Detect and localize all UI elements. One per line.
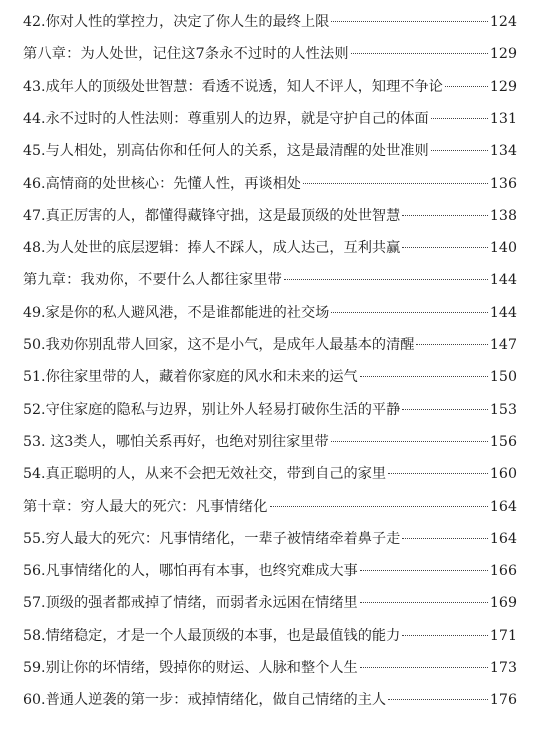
page-number: 169 <box>489 595 517 612</box>
dot-leader <box>331 21 488 22</box>
dot-leader <box>431 150 488 151</box>
page-number: 153 <box>489 401 517 418</box>
entry-title: 54.真正聪明的人，从来不会把无效社交，带到自己的家里 <box>23 466 387 483</box>
entry-title: 60.普通人逆袭的第一步：戒掉情绪化，做自己情绪的主人 <box>23 692 387 709</box>
entry-title: 46.高情商的处世核心：先懂人性，再谈相处 <box>23 175 301 192</box>
toc-section-entry[interactable] <box>23 301 517 325</box>
toc-section-entry[interactable] <box>23 10 517 34</box>
page-number: 129 <box>489 46 517 63</box>
entry-title: 55.穷人最大的死穴：凡事情绪化，一辈子被情绪牵着鼻子走 <box>23 530 401 547</box>
entry-title: 52.守住家庭的隐私与边界，别让外人轻易打破你生活的平静 <box>23 401 401 418</box>
entry-title: 49.家是你的私人避风港，不是谁都能进的社交场 <box>23 304 330 321</box>
entry-title: 58.情绪稳定，才是一个人最顶级的本事，也是最值钱的能力 <box>23 627 401 644</box>
page-number: 173 <box>489 660 517 676</box>
toc-section-entry[interactable] <box>23 527 517 551</box>
page-number: 144 <box>489 272 517 289</box>
dot-leader <box>402 247 488 248</box>
entry-title: 42.你对人性的掌控力，决定了你人生的最终上限 <box>23 14 330 30</box>
dot-leader <box>351 53 488 54</box>
entry-title: 43.成年人的顶级处世智慧：看透不说透，知人不评人，知理不争论 <box>23 78 443 95</box>
page-number: 166 <box>489 563 517 580</box>
dot-leader <box>431 118 488 119</box>
toc-section-entry[interactable] <box>23 172 517 196</box>
toc-section-entry[interactable] <box>23 236 517 260</box>
dot-leader <box>270 506 488 507</box>
dot-leader <box>402 635 488 636</box>
page-number: 138 <box>489 207 517 224</box>
toc-chapter-entry[interactable] <box>23 268 517 292</box>
entry-title: 第九章：我劝你，不要什么人都往家里带 <box>23 272 282 289</box>
page-number: 134 <box>489 143 517 160</box>
dot-leader <box>303 183 488 184</box>
toc-chapter-entry[interactable] <box>23 42 517 66</box>
toc-section-entry[interactable] <box>23 624 517 648</box>
toc-section-entry[interactable] <box>23 398 517 422</box>
entry-title: 53. 这3类人，哪怕关系再好，也绝对别往家里带 <box>23 433 329 450</box>
page-number: 171 <box>489 627 517 644</box>
page-number: 140 <box>489 240 517 257</box>
dot-leader <box>360 376 488 377</box>
page-number: 129 <box>489 78 517 95</box>
page-number: 164 <box>489 498 517 515</box>
entry-title: 59.别让你的坏情绪，毁掉你的财运、人脉和整个人生 <box>23 660 358 676</box>
page-number: 136 <box>489 175 517 192</box>
page-number: 124 <box>489 14 517 30</box>
page-number: 164 <box>489 530 517 547</box>
toc-section-entry[interactable] <box>23 656 517 680</box>
page-number: 156 <box>489 433 517 450</box>
toc-section-entry[interactable] <box>23 107 517 131</box>
toc-section-entry[interactable] <box>23 75 517 99</box>
entry-title: 50.我劝你别乱带人回家，这不是小气，是成年人最基本的清醒 <box>23 337 415 353</box>
dot-leader <box>388 699 488 700</box>
dot-leader <box>284 279 488 280</box>
toc-section-entry[interactable] <box>23 333 517 357</box>
dot-leader <box>402 215 488 216</box>
dot-leader <box>360 602 488 603</box>
toc-section-entry[interactable] <box>23 139 517 163</box>
toc-section-entry[interactable] <box>23 559 517 583</box>
dot-leader <box>402 409 488 410</box>
entry-title: 56.凡事情绪化的人，哪怕再有本事，也终究难成大事 <box>23 563 358 580</box>
toc-section-entry[interactable] <box>23 204 517 228</box>
dot-leader <box>388 473 488 474</box>
toc-section-entry[interactable] <box>23 365 517 389</box>
entry-title: 第十章：穷人最大的死穴：凡事情绪化 <box>23 498 268 515</box>
page-number: 131 <box>489 110 517 127</box>
toc-section-entry[interactable] <box>23 591 517 615</box>
dot-leader <box>331 441 488 442</box>
entry-title: 44.永不过时的人性法则：尊重别人的边界，就是守护自己的体面 <box>23 110 429 127</box>
dot-leader <box>402 538 488 539</box>
page-number: 150 <box>489 369 517 386</box>
dot-leader <box>416 344 487 345</box>
page-number: 160 <box>489 466 517 483</box>
toc-section-entry[interactable] <box>23 688 517 712</box>
entry-title: 57.顶级的强者都戒掉了情绪，而弱者永远困在情绪里 <box>23 595 358 612</box>
entry-title: 第八章：为人处世，记住这7条永不过时的人性法则 <box>23 46 349 63</box>
entry-title: 48.为人处世的底层逻辑：捧人不踩人，成人达己，互利共赢 <box>23 240 401 257</box>
page-number: 176 <box>489 692 517 709</box>
entry-title: 45.与人相处，别高估你和任何人的关系，这是最清醒的处世准则 <box>23 143 429 160</box>
toc-section-entry[interactable] <box>23 462 517 486</box>
toc-chapter-entry[interactable] <box>23 495 517 519</box>
entry-title: 47.真正厉害的人，都懂得藏锋守拙，这是最顶级的处世智慧 <box>23 207 401 224</box>
dot-leader <box>445 86 488 87</box>
page-number: 144 <box>489 304 517 321</box>
dot-leader <box>331 312 488 313</box>
entry-title: 51.你往家里带的人，藏着你家庭的风水和未来的运气 <box>23 369 358 386</box>
dot-leader <box>360 570 488 571</box>
toc-section-entry[interactable] <box>23 430 517 454</box>
page-number: 147 <box>489 337 517 353</box>
dot-leader <box>360 667 488 668</box>
